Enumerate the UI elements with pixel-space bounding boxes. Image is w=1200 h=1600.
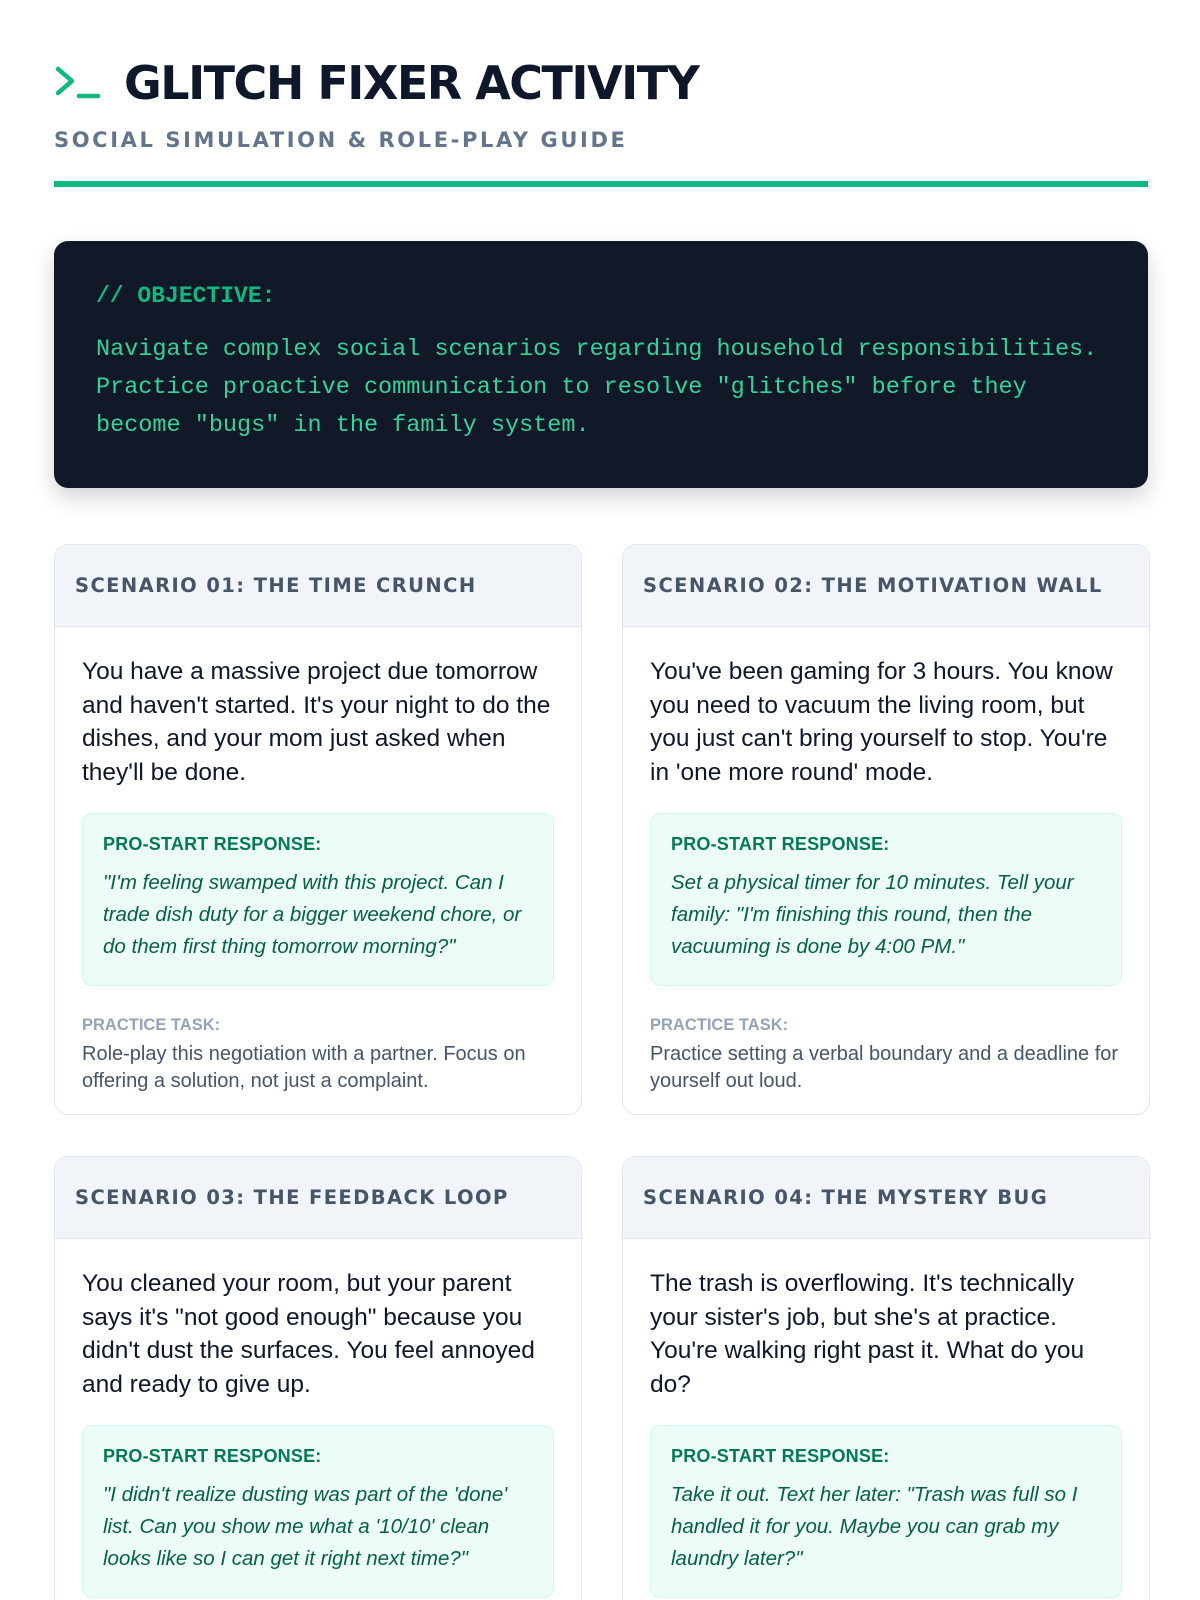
practice-task-text: Role-play this negotiation with a partner. Focus on offering a solution, not just a complaint. — [82, 1043, 526, 1092]
response-text: Set a physical timer for 10 minutes. Tell your family: "I'm finishing this round, then the vacuuming is done by 4:00 PM." — [671, 871, 1074, 958]
scenario-card-header — [55, 1157, 581, 1239]
scenario-card-body — [55, 1239, 581, 1598]
objective-text: Navigate complex social scenarios regarding household responsibilities. Practice proactive communication to resolve "glitches" before they become "bugs" in the family system. — [96, 336, 1098, 439]
scenario-text: The trash is overflowing. It's technically your sister's job, but she's at practice. You're walking right past it. What do you do? — [650, 1270, 1085, 1398]
pro-start-response-box — [650, 1425, 1122, 1598]
pro-start-response-box — [650, 813, 1122, 986]
scenario-card — [622, 544, 1150, 1115]
response-label: PRO-START RESPONSE: — [103, 1446, 322, 1466]
scenario-card-header — [55, 545, 581, 627]
page-title: GLITCH FIXER ACTIVITY — [124, 56, 699, 110]
scenario-title: SCENARIO 01: THE TIME CRUNCH — [75, 574, 477, 597]
scenario-card — [54, 1156, 582, 1600]
objective-label: // OBJECTIVE: — [96, 283, 276, 309]
scenario-text: You have a massive project due tomorrow and haven't started. It's your night to do the dishes, and your mom just asked when they'll be done. — [82, 658, 551, 786]
scenario-card — [622, 1156, 1150, 1600]
response-label: PRO-START RESPONSE: — [103, 834, 322, 854]
response-label: PRO-START RESPONSE: — [671, 1446, 890, 1466]
pro-start-response-box — [82, 1425, 554, 1598]
scenario-text: You've been gaming for 3 hours. You know you need to vacuum the living room, but you just can't bring yourself to stop. You're in 'one more round' mode. — [650, 658, 1113, 786]
response-label: PRO-START RESPONSE: — [671, 834, 890, 854]
practice-task-text: Practice setting a verbal boundary and a deadline for yourself out loud. — [650, 1043, 1119, 1092]
scenario-title: SCENARIO 03: THE FEEDBACK LOOP — [75, 1186, 509, 1209]
objective-panel — [54, 241, 1148, 488]
page-subtitle: SOCIAL SIMULATION & ROLE-PLAY GUIDE — [54, 128, 628, 152]
page-header — [54, 52, 1148, 152]
response-text: "I'm feeling swamped with this project. Can I trade dish duty for a bigger weekend chore, or do them first thing tomorrow morning?" — [103, 871, 522, 958]
scenario-title: SCENARIO 04: THE MYSTERY BUG — [643, 1186, 1049, 1209]
scenario-card-body — [623, 627, 1149, 1094]
scenario-card-body — [623, 1239, 1149, 1598]
scenario-text: You cleaned your room, but your parent says it's "not good enough" because you didn't dust the surfaces. You feel annoyed and ready to give up. — [82, 1270, 535, 1398]
scenario-card-header — [623, 545, 1149, 627]
terminal-prompt-icon — [54, 63, 100, 103]
pro-start-response-box — [82, 813, 554, 986]
scenario-card — [54, 544, 582, 1115]
header-divider — [54, 181, 1148, 187]
response-text: "I didn't realize dusting was part of the 'done' list. Can you show me what a '10/10' clean looks like so I can get it right next time?" — [103, 1483, 508, 1570]
practice-task-label: PRACTICE TASK: — [650, 1016, 789, 1034]
practice-task-label: PRACTICE TASK: — [82, 1016, 221, 1034]
scenario-title: SCENARIO 02: THE MOTIVATION WALL — [643, 574, 1103, 597]
response-text: Take it out. Text her later: "Trash was full so I handled it for you. Maybe you can grab my laundry later?" — [671, 1483, 1078, 1570]
scenario-card-body — [55, 627, 581, 1094]
scenario-card-header — [623, 1157, 1149, 1239]
title-row — [54, 52, 1148, 114]
